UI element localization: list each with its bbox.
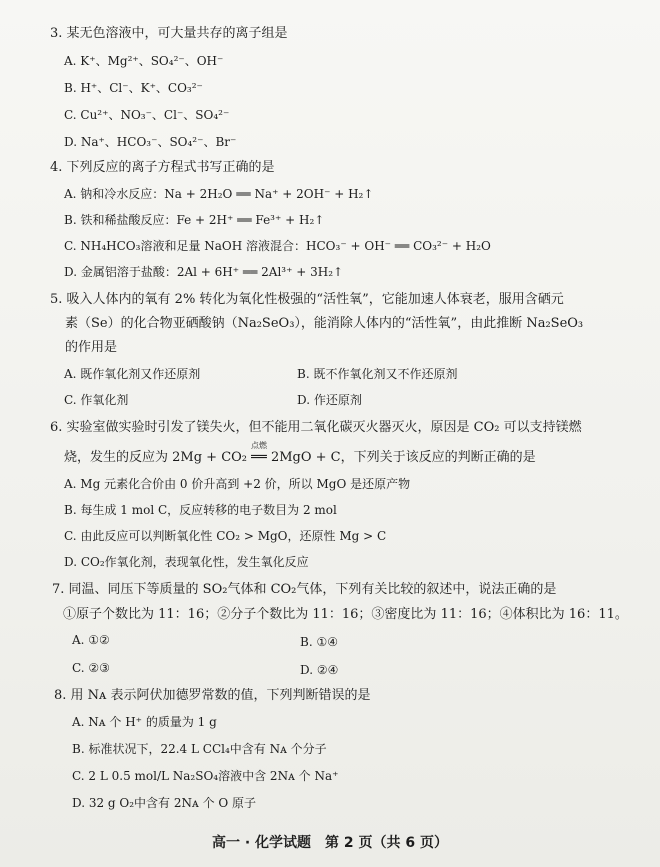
q5-option-c: C. 作氧化剂 bbox=[64, 393, 129, 407]
q8-option-b: B. 标准状况下，22.4 L CCl₄中含有 Nᴀ 个分子 bbox=[72, 742, 327, 756]
q5-option-a: A. 既作氧化剂又作还原剂 bbox=[64, 367, 201, 381]
q3-option-c: C. Cu²⁺、NO₃⁻、Cl⁻、SO₄²⁻ bbox=[64, 108, 230, 122]
q8-option-a: A. Nᴀ 个 H⁺ 的质量为 1 g bbox=[72, 715, 217, 729]
q5-stem-line-3: 的作用是 bbox=[65, 340, 118, 355]
q7-option-a: A. ①② bbox=[72, 633, 110, 647]
q6-stem-line-1: 6. 实验室做实验时引发了镁失火，但不能用二氧化碳灭火器灭火，原因是 CO₂ 可以支持镁燃 bbox=[50, 420, 582, 435]
page-footer: 高一 · 化学试题 第 2 页（共 6 页） bbox=[211, 835, 449, 851]
q3-stem: 3. 某无色溶液中，可大量共存的离子组是 bbox=[50, 26, 288, 41]
q6-option-a: A. Mg 元素化合价由 0 价升高到 +2 价，所以 MgO 是还原产物 bbox=[64, 477, 411, 491]
q5-stem-line-1: 5. 吸入人体内的氧有 2% 转化为氧化性极强的“活性氧”，它能加速人体衰老，服用含硒元 bbox=[50, 292, 564, 307]
q3-option-d: D. Na⁺、HCO₃⁻、SO₄²⁻、Br⁻ bbox=[64, 135, 237, 149]
q6-stem-suffix: 2MgO + C，下列关于该反应的判断正确的是 bbox=[270, 450, 536, 465]
reaction-arrow: 点燃 ══ bbox=[250, 441, 267, 465]
q3-option-a: A. K⁺、Mg²⁺、SO₄²⁻、OH⁻ bbox=[64, 54, 224, 68]
q8-stem: 8. 用 Nᴀ 表示阿伏加德罗常数的值，下列判断错误的是 bbox=[54, 688, 371, 703]
q5-stem-line-2: 素（Se）的化合物亚硒酸钠（Na₂SeO₃），能消除人体内的“活性氧”，由此推断 Na₂SeO₃ bbox=[65, 316, 584, 331]
q7-stem: 7. 同温、同压下等质量的 SO₂气体和 CO₂气体，下列有关比较的叙述中，说法正确的是 bbox=[52, 582, 557, 597]
q7-option-d: D. ②④ bbox=[300, 663, 339, 677]
reaction-condition: 点燃 bbox=[250, 441, 267, 450]
q4-option-d: D. 金属铝溶于盐酸：2Al + 6H⁺ ══ 2Al³⁺ + 3H₂↑ bbox=[64, 265, 344, 279]
q4-stem: 4. 下列反应的离子方程式书写正确的是 bbox=[50, 160, 275, 175]
q4-option-a: A. 钠和冷水反应：Na + 2H₂O ══ Na⁺ + 2OH⁻ + H₂↑ bbox=[64, 187, 374, 201]
q6-stem-line-2 bbox=[64, 441, 536, 466]
q8-option-c: C. 2 L 0.5 mol/L Na₂SO₄溶液中含 2Nᴀ 个 Na⁺ bbox=[72, 769, 339, 783]
q7-statements: ①原子个数比为 11：16；②分子个数比为 11：16；③密度比为 11：16；④体积比为 16：11。 bbox=[63, 607, 628, 622]
q6-option-c: C. 由此反应可以判断氧化性 CO₂ > MgO，还原性 Mg > C bbox=[64, 529, 387, 543]
q4-option-c: C. NH₄HCO₃溶液和足量 NaOH 溶液混合：HCO₃⁻ + OH⁻ ══ CO₃²⁻ + H₂O bbox=[64, 239, 491, 253]
q8-option-d: D. 32 g O₂中含有 2Nᴀ 个 O 原子 bbox=[72, 796, 257, 810]
q5-option-d: D. 作还原剂 bbox=[297, 393, 362, 407]
q6-option-b: B. 每生成 1 mol C，反应转移的电子数目为 2 mol bbox=[64, 503, 337, 517]
q5-option-b: B. 既不作氧化剂又不作还原剂 bbox=[297, 367, 458, 381]
q6-option-d: D. CO₂作氧化剂，表现氧化性，发生氧化反应 bbox=[64, 555, 309, 569]
q7-option-c: C. ②③ bbox=[72, 661, 110, 675]
q3-option-b: B. H⁺、Cl⁻、K⁺、CO₃²⁻ bbox=[64, 81, 203, 95]
q6-stem-prefix: 烧，发生的反应为 2Mg + CO₂ bbox=[64, 450, 248, 465]
q7-option-b: B. ①④ bbox=[300, 635, 338, 649]
q4-option-b: B. 铁和稀盐酸反应：Fe + 2H⁺ ══ Fe³⁺ + H₂↑ bbox=[64, 213, 325, 227]
